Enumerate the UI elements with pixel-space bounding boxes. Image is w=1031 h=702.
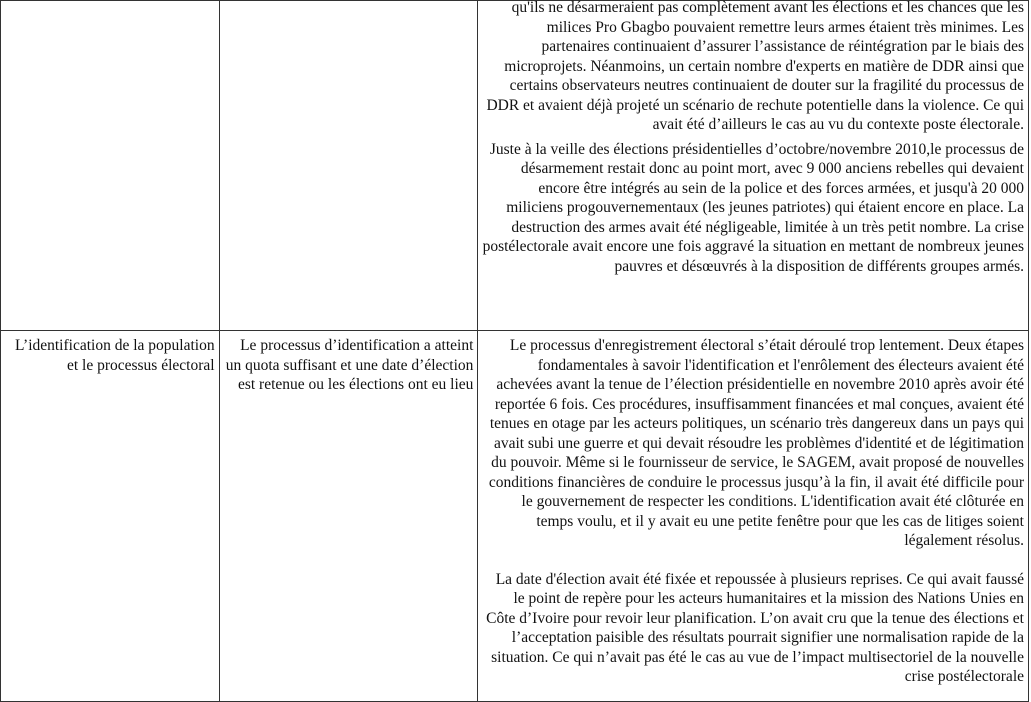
topic-cell: L’identification de la population et le processus électoral (1, 331, 220, 702)
description-cell (478, 331, 1029, 702)
table-row (1, 1, 1029, 331)
paragraph: La date d'élection avait été fixée et repoussée à plusieurs reprises. Ce qui avait faussé le point de repère pour les acteurs humanitaires et la mission des Nations Unies en Côte d’Ivoire pour revoir leur planification. L’on avait cru que la tenue des élections et l’acceptation paisible des résultats pourrait signifier une normalisation rapide de la situation. Ce qui n’avait pas été le cas au vue de l’impact multisectoriel de la nouvelle crise postélectorale (486, 570, 1024, 685)
table-row (1, 331, 1029, 702)
paragraph: qu'ils ne désarmeraient pas complètement avant les élections et les chances que les milices Pro Gbagbo pouvaient remettre leurs armes étaient très minimes. Les partenaires continuaient d’assurer l’assistance de réintégration par le biais des microprojets. Néanmoins, un certain nombre d'experts en matière de DDR ainsi que certains observateurs neutres continuaient de douter sur la fragilité du processus de DDR et avaient déjà projeté un scénario de rechute potentielle dans la violence. Ce qui avait été d’ailleurs le cas au vu du contexte poste électorale. (486, 0, 1024, 133)
paragraph: Le processus d'enregistrement électoral s’était déroulé trop lentement. Deux étapes fondamentales à savoir l'identification et l'enrôlement des électeurs avaient été achevées avant la tenue de l’élection présidentielle en novembre 2010 après avoir été reportée 6 fois. Ces procédures, insuffisamment financées et mal conçues, avaient été tenues en otage par les acteurs politiques, un scénario très dangereux dans un pays qui avait subi une guerre et qui devait résoudre les problèmes d'identité et de légitimation du pouvoir. Même si le fournisseur de service, le SAGEM, avait proposé de nouvelles conditions financières de conduire le processus jusqu’à la fin, il avait été difficile pour le gouvernement de respecter les conditions. L'identification avait été clôturée en temps voulu, et il y avait eu une petite fenêtre pour que les cas de litiges soient légalement résolus. (488, 337, 1024, 549)
topic-cell (1, 1, 220, 331)
description-cell (478, 1, 1029, 331)
indicator-cell (219, 1, 478, 331)
paragraph: Juste à la veille des élections présidentielles d’octobre/novembre 2010,le processus de désarmement restait donc au point mort, avec 9 000 anciens rebelles qui devaient encore être intégrés au sein de la police et des forces armées, et jusqu'à 20 000 miliciens progouvernementaux (les jeunes patriotes) qui étaient encore en place. La destruction des armes avait été négligeable, limitée à un très petit nombre. La crise postélectorale avait encore une fois aggravé la situation en mettant de nombreux jeunes pauvres et désœuvrés à la disposition de différents groupes armés. (482, 140, 1024, 275)
indicator-cell: Le processus d’identification a atteint un quota suffisant et une date d’élection est retenue ou les élections ont eu lieu (219, 331, 478, 702)
